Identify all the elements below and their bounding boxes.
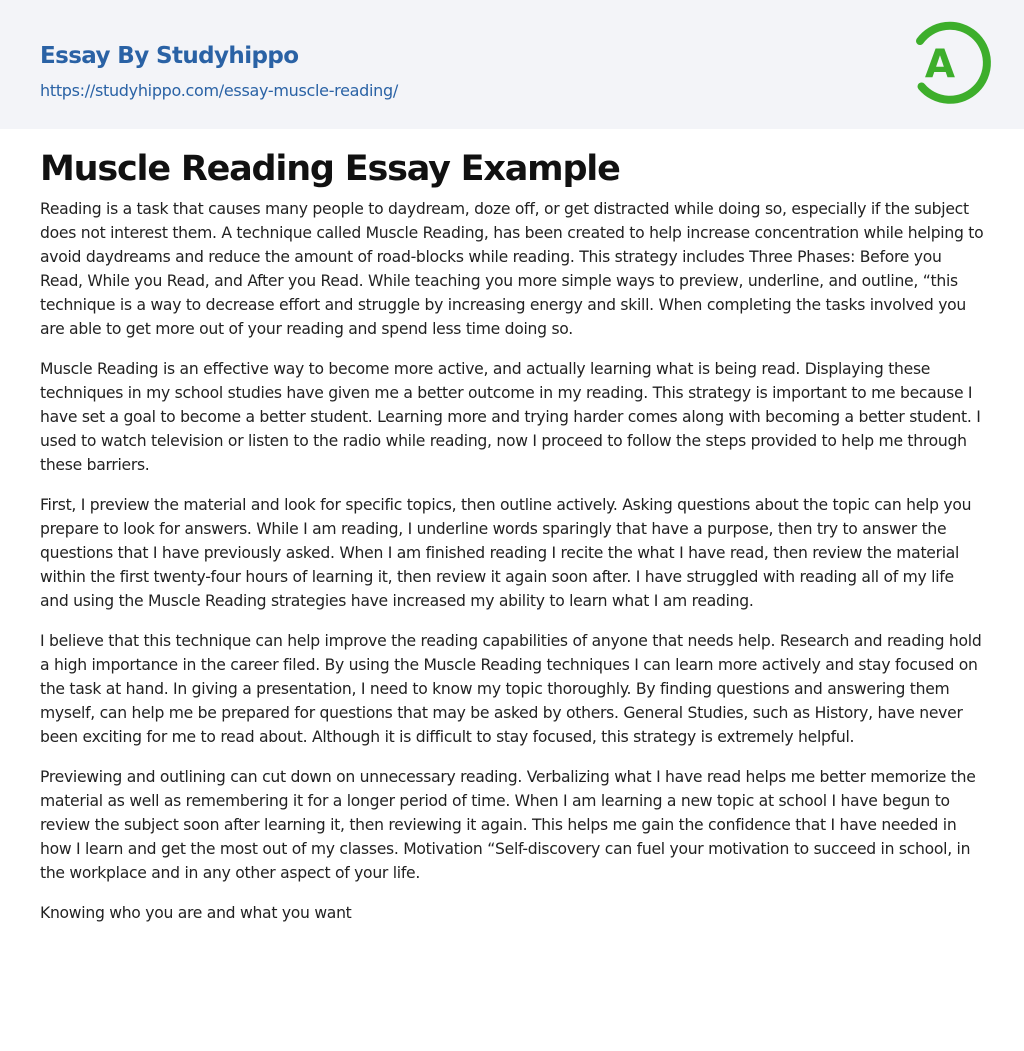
essay-paragraph: Knowing who you are and what you want [40, 904, 352, 922]
essay-paragraph: Reading is a task that causes many people to daydream, doze off, or get distracted while doing so, especially if the subject does not interest them. A technique called Muscle Reading, has been created to help increase concentration while helping to avoid daydreams and reduce the amount of road-blocks while reading. This strategy includes Three Phases: Before you Read, While you Read, and After you Read. While teaching you more simple ways to preview, underline, and outline, “this technique is a way to decrease effort and struggle by increasing energy and skill. When completing the tasks involved you are able to get more out of your reading and spend less time doing so. [40, 200, 984, 338]
essay-paragraph: First, I preview the material and look for specific topics, then outline actively. Asking questions about the topic can help you prepare to look for answers. While I am reading, I underline words sparingly that have a purpose, then try to answer the questions that I have previously asked. When I am finished reading I recite the what I have read, then review the material within the first twenty-four hours of learning it, then review it again soon after. I have struggled with reading all of my life and using the Muscle Reading strategies have increased my ability to learn what I am reading. [40, 496, 972, 610]
studyhippo-logo-icon[interactable] [906, 14, 996, 110]
essay-paragraph: I believe that this technique can help improve the reading capabilities of anyone that needs help. Research and reading hold a high importance in the career filed. By using the Muscle Reading techniques I can learn more actively and stay focused on the task at hand. In giving a presentation, I need to know my topic thoroughly. By finding questions and answering them myself, can help me be prepared for questions that may be asked by others. General Studies, such as History, have never been exciting for me to read about. Although it is difficult to stay focused, this strategy is extremely helpful. [40, 632, 982, 746]
essay-paragraph: Previewing and outlining can cut down on unnecessary reading. Verbalizing what I have read helps me better memorize the material as well as remembering it for a longer period of time. When I am learning a new topic at school I have begun to review the subject soon after learning it, then reviewing it again. This helps me gain the confidence that I have needed in how I learn and get the most out of my classes. Motivation “Self-discovery can fuel your motivation to succeed in school, in the workplace and in any other aspect of your life. [40, 768, 976, 882]
logo-letter: A [924, 42, 956, 87]
essay-paragraph: Muscle Reading is an effective way to become more active, and actually learning what is being read. Displaying these techniques in my school studies have given me a better outcome in my reading. This strategy is important to me because I have set a goal to become a better student. Learning more and trying harder comes along with becoming a better student. I used to watch television or listen to the radio while reading, now I proceed to follow the steps provided to help me through these barriers. [40, 360, 981, 474]
essay-content [0, 129, 1024, 925]
essay-title: Muscle Reading Essay Example [40, 149, 620, 189]
site-brand[interactable]: Essay By Studyhippo [40, 43, 299, 69]
site-header [0, 0, 1024, 129]
essay-url-link[interactable]: https://studyhippo.com/essay-muscle-reading/ [40, 81, 398, 100]
